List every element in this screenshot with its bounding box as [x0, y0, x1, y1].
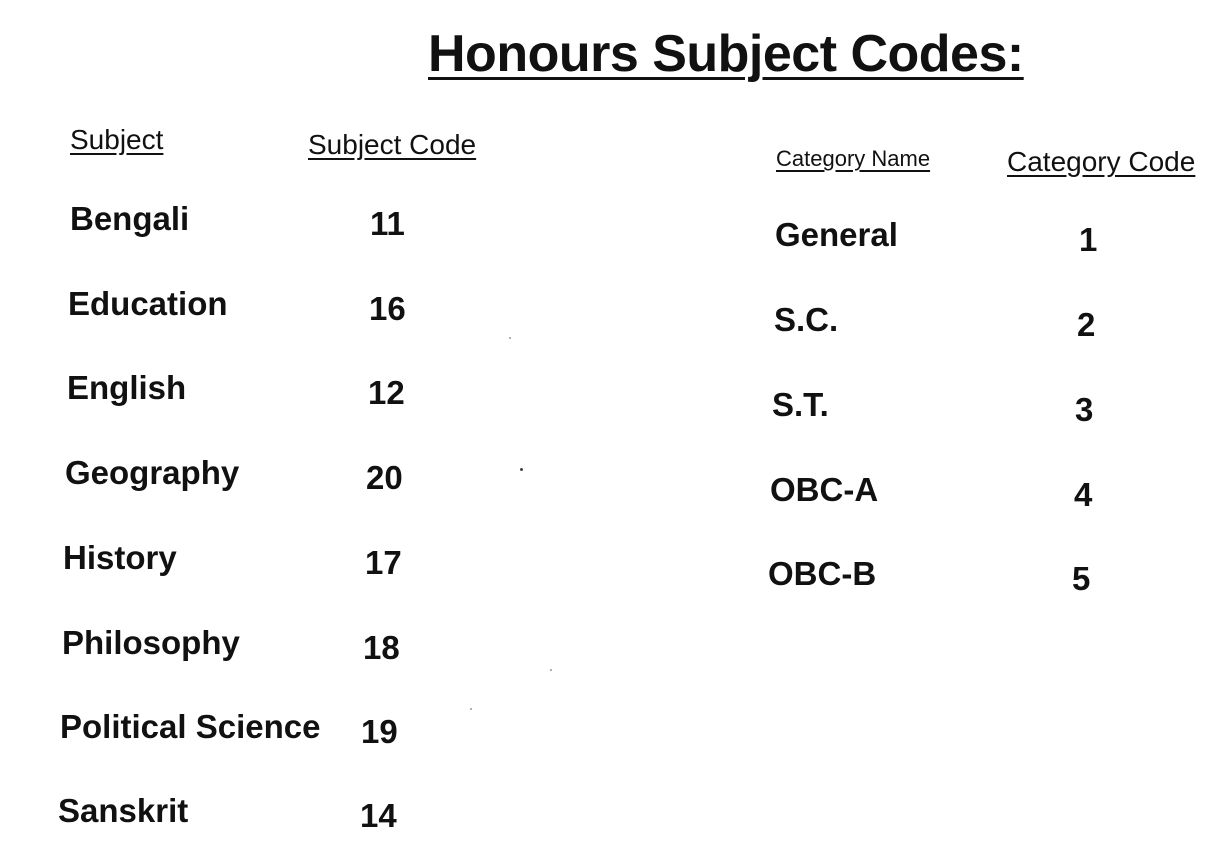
category-code: 1	[1079, 221, 1098, 258]
subject-code: 14	[360, 797, 397, 834]
subject-name: Bengali	[70, 200, 190, 237]
category-code: 2	[1077, 306, 1096, 343]
subject-code: 18	[363, 629, 400, 666]
category-name: General	[775, 216, 898, 253]
subject-name: Sanskrit	[58, 792, 189, 829]
scan-speck	[470, 708, 472, 710]
subject-name: History	[63, 539, 177, 576]
subject-name: Geography	[65, 454, 240, 491]
subject-code: 20	[366, 459, 403, 496]
subject-column-header: Subject	[70, 124, 164, 155]
subject-code-column-header: Subject Code	[308, 129, 477, 160]
category-code-column-header: Category Code	[1007, 146, 1196, 177]
subject-code: 12	[368, 374, 405, 411]
category-code: 4	[1074, 476, 1093, 513]
subject-name: Education	[68, 285, 228, 322]
category-code: 5	[1072, 560, 1091, 597]
category-name: S.T.	[772, 386, 829, 423]
subject-name: English	[67, 369, 187, 406]
subject-code: 16	[369, 290, 406, 327]
subject-code: 17	[365, 544, 402, 581]
category-code: 3	[1075, 391, 1094, 428]
subject-name: Political Science	[60, 708, 321, 745]
subject-code: 11	[370, 205, 405, 242]
page-title: Honours Subject Codes:	[428, 25, 1024, 83]
subject-name: Philosophy	[62, 624, 240, 661]
category-name: OBC-A	[770, 471, 879, 508]
category-name: S.C.	[774, 301, 839, 338]
category-name-column-header: Category Name	[776, 146, 931, 171]
category-name: OBC-B	[768, 555, 877, 592]
subject-code: 19	[361, 713, 398, 750]
scan-speck	[509, 337, 511, 339]
scan-speck	[550, 669, 552, 671]
scan-speck	[520, 468, 523, 471]
